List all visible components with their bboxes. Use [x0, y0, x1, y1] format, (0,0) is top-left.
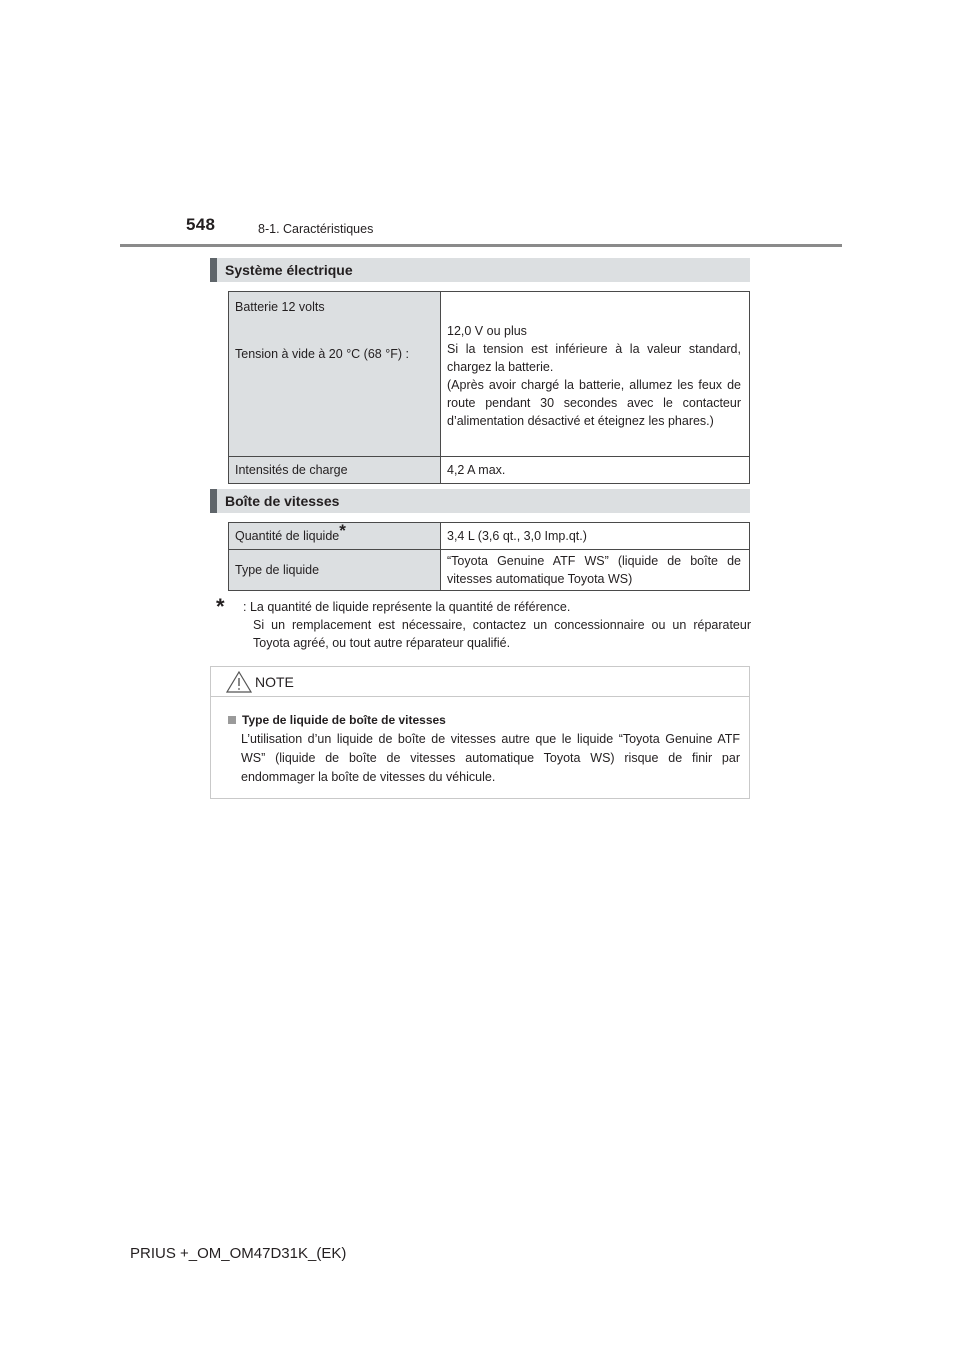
footnote — [216, 594, 751, 652]
table-row — [229, 550, 750, 591]
footnote-line-1: : La quantité de liquide représente la quantité de référence. — [243, 600, 571, 614]
electrical-spec-table — [228, 291, 750, 484]
voltage-value: 12,0 V ou plus — [447, 324, 527, 338]
transmission-spec-table — [228, 522, 750, 591]
table-row — [229, 292, 750, 457]
table-row — [229, 457, 750, 484]
electrical-section-heading: Système électrique — [210, 258, 750, 282]
note-header — [211, 667, 749, 697]
voltage-label: Tension à vide à 20 °C (68 °F) : — [235, 347, 409, 361]
note-item-text: L’utilisation d’un liquide de boîte de vitesses autre que le liquide “Toyota Genuine ATF WS” (liquide de boîte de vitesses automatique Toyota WS) risque de finir par endommager la boîte de vitesses du véhicule. — [241, 732, 740, 784]
transmission-section-heading: Boîte de vitesses — [210, 489, 750, 513]
warning-triangle-icon — [226, 671, 252, 693]
fluid-quantity-value: 3,4 L (3,6 qt., 3,0 Imp.qt.) — [441, 523, 750, 550]
document-code: PRIUS +_OM_OM47D31K_(EK) — [130, 1245, 347, 1262]
note-title: NOTE — [255, 674, 294, 690]
voltage-note-2: (Après avoir chargé la batterie, allumez les feux de route pendant 30 secondes avec le contacteur d’alimentation désactivé et éteignez les phares.) — [447, 378, 741, 428]
fluid-quantity-label: Quantité de liquide — [235, 529, 340, 543]
charge-value: 4,2 A max. — [441, 457, 750, 484]
footnote-star: * — [216, 594, 225, 619]
table-row — [229, 523, 750, 550]
note-item — [228, 711, 740, 787]
voltage-note: Si la tension est inférieure à la valeur standard, chargez la batterie. — [447, 342, 741, 374]
voltage-value-cell — [441, 292, 750, 457]
battery-label: Batterie 12 volts — [235, 300, 325, 314]
charge-label: Intensités de charge — [229, 457, 441, 484]
battery-label-cell — [229, 292, 441, 457]
section-title: 8-1. Caractéristiques — [258, 222, 374, 236]
fluid-type-label: Type de liquide — [229, 550, 441, 591]
note-box — [210, 666, 750, 799]
footnote-line-2: Si un remplacement est nécessaire, contactez un concessionnaire ou un réparateur Toyota agréé, ou tout autre réparateur qualifié. — [253, 618, 751, 650]
page-number: 548 — [186, 215, 216, 234]
bullet-square-icon — [228, 716, 236, 724]
fluid-quantity-label-cell — [229, 523, 441, 550]
header-rule — [120, 244, 842, 247]
fluid-type-value: “Toyota Genuine ATF WS” (liquide de boîte de vitesses automatique Toyota WS) — [441, 550, 750, 591]
footnote-star-marker: * — [339, 521, 346, 540]
note-item-title: Type de liquide de boîte de vitesses — [242, 713, 446, 727]
